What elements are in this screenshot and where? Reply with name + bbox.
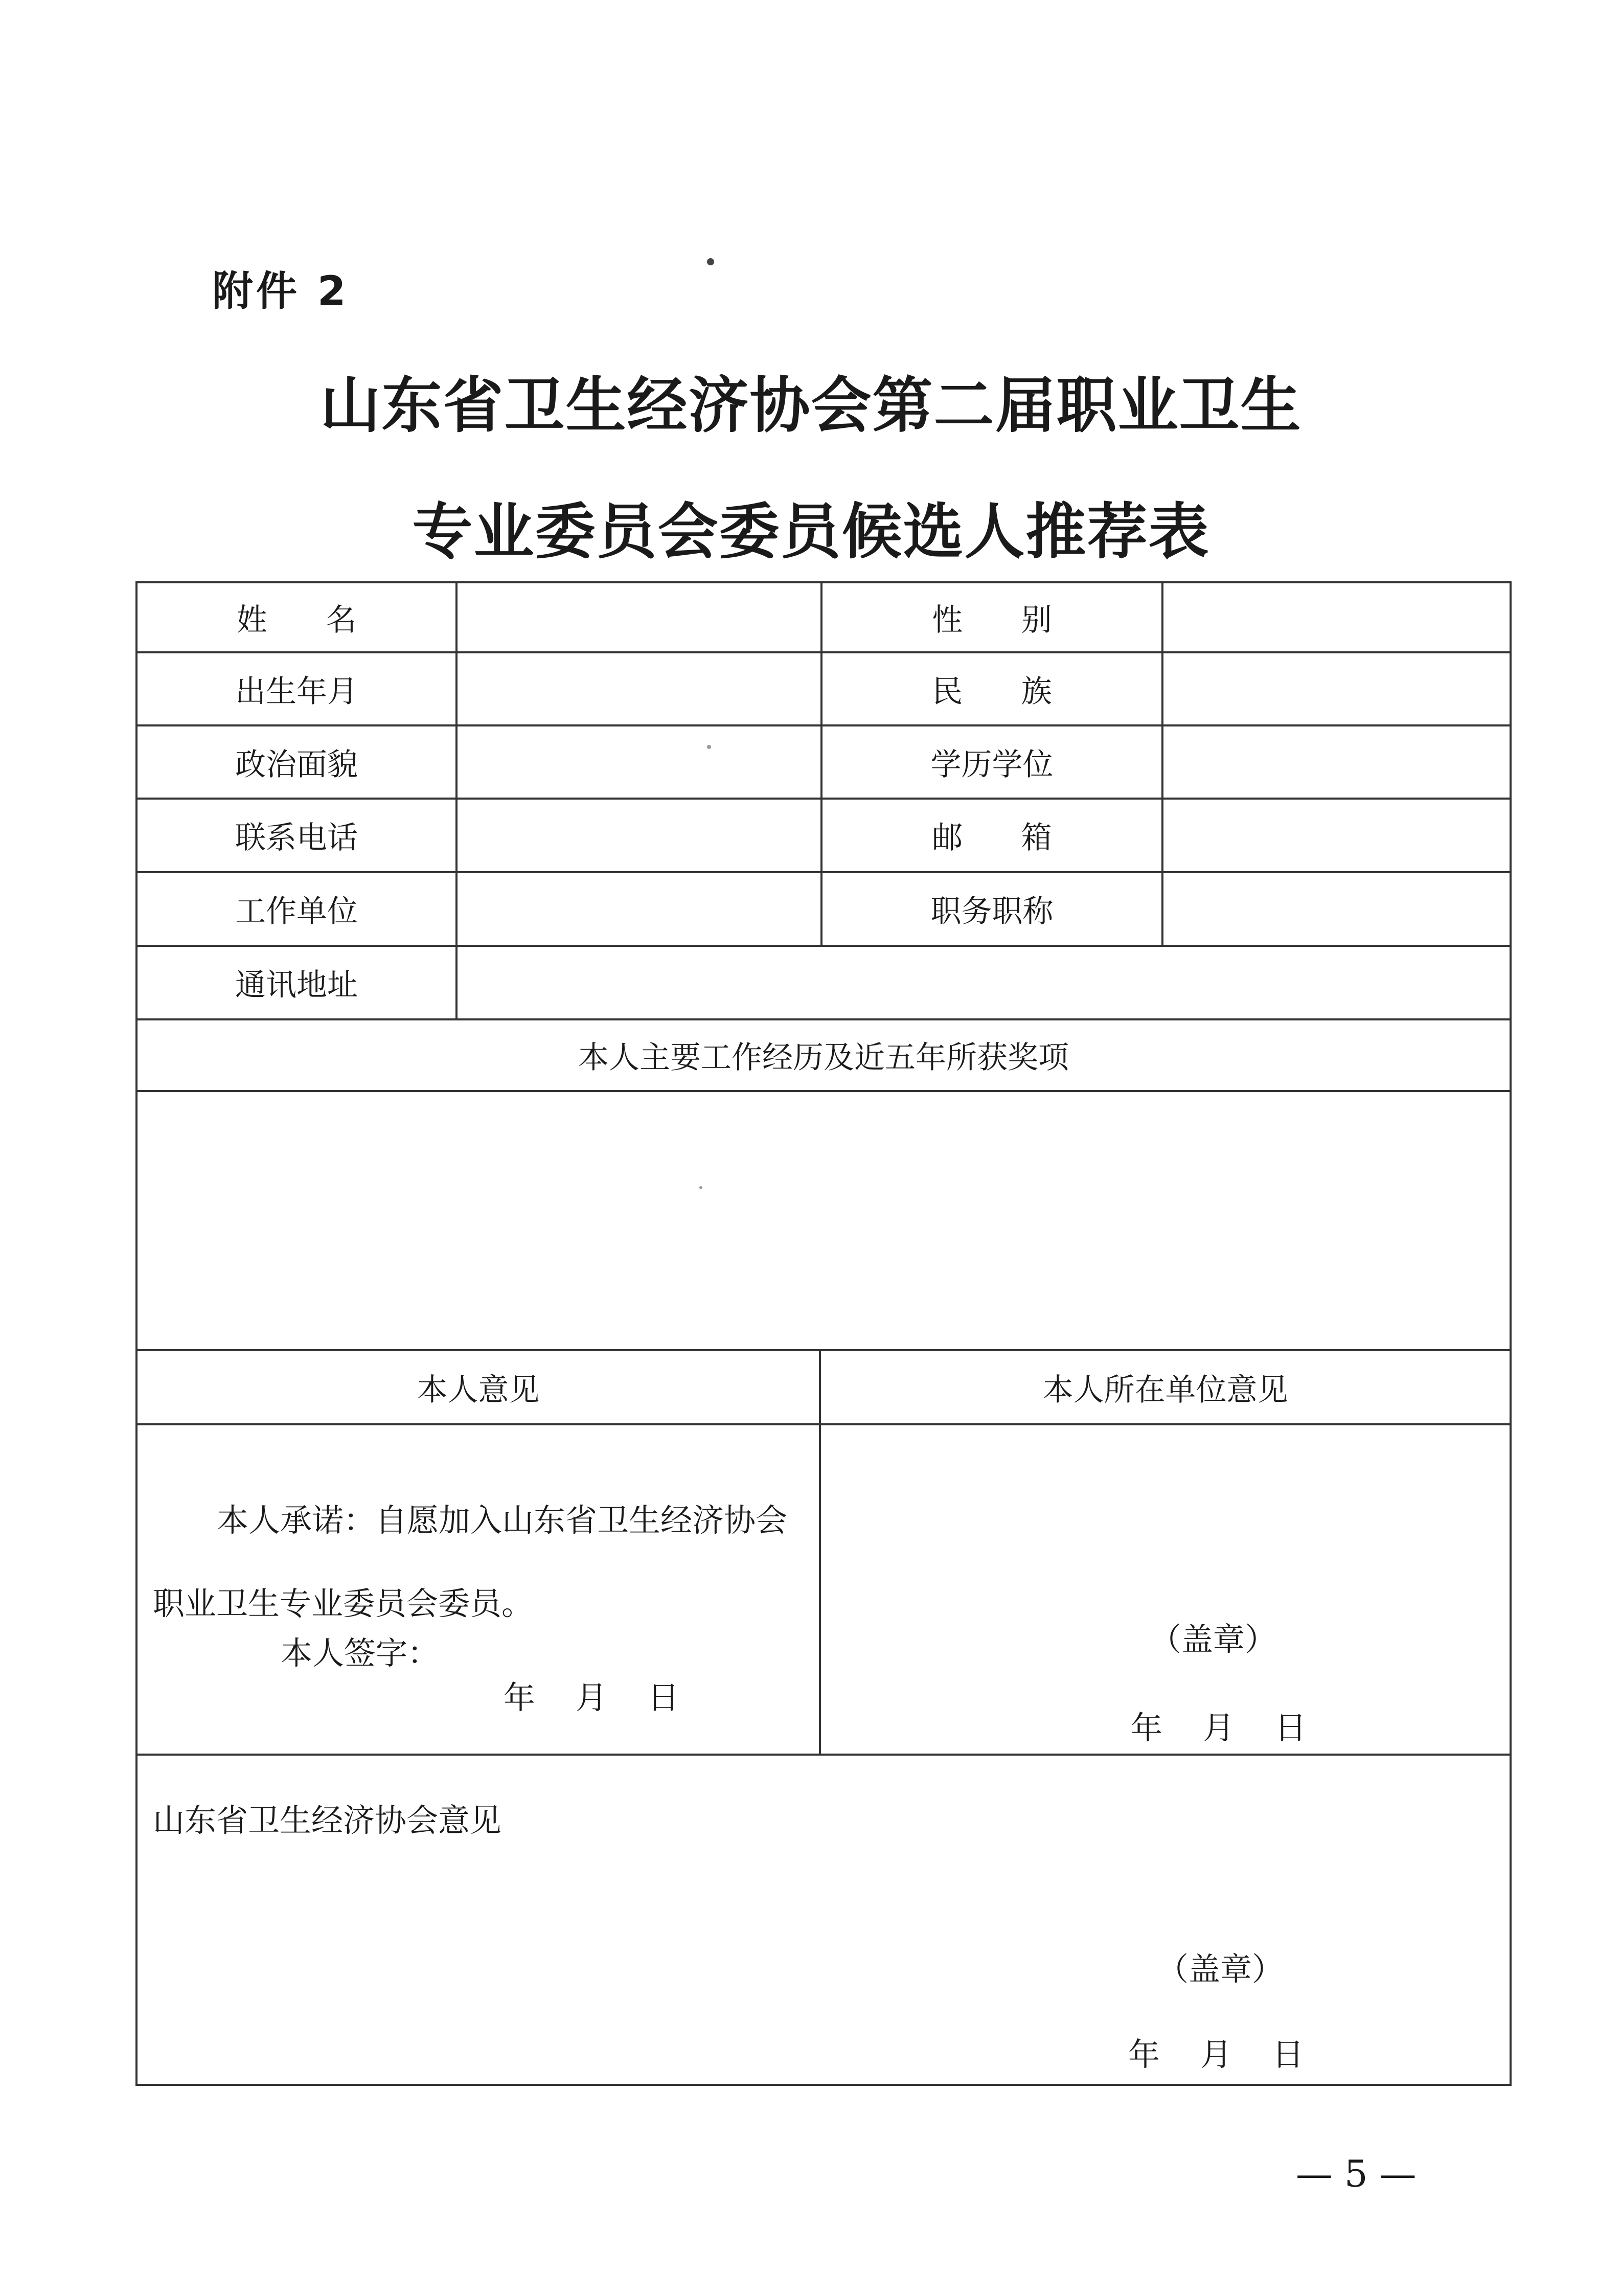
label-political-status: 政治面貌 (235, 746, 358, 783)
input-email[interactable] (1163, 800, 1510, 871)
unit-opinion-header: 本人所在单位意见 (1042, 1372, 1288, 1408)
document-title-line-2: 专业委员会委员候选人推荐表 (412, 496, 1210, 567)
experience-header: 本人主要工作经历及近五年所获奖项 (578, 1040, 1069, 1076)
input-education[interactable] (1163, 726, 1510, 798)
attachment-label: 附件 2 (212, 267, 349, 315)
label-employer: 工作单位 (235, 894, 358, 929)
input-phone[interactable] (458, 800, 820, 871)
input-birth-date[interactable] (458, 653, 820, 724)
label-address: 通讯地址 (235, 967, 358, 1003)
label-birth-date: 出生年月 (235, 673, 358, 710)
unit-opinion-date: 年 月 日 (1131, 1709, 1307, 1746)
signature-label: 本人签字： (281, 1634, 440, 1672)
label-phone: 联系电话 (235, 820, 358, 856)
document-title-line-1: 山东省卫生经济协会第二届职业卫生 (320, 370, 1302, 441)
row-divider (138, 1423, 1510, 1425)
label-name: 姓 名 (236, 602, 357, 638)
personal-opinion-date: 年 月 日 (504, 1679, 679, 1716)
scan-speck (707, 745, 711, 749)
label-ethnicity: 民 族 (932, 673, 1052, 710)
association-seal-label: （盖章） (1157, 1950, 1284, 1988)
page-number: — 5 — (1296, 2152, 1417, 2195)
input-address[interactable] (458, 947, 1510, 1018)
input-ethnicity[interactable] (1163, 653, 1510, 724)
association-opinion-date: 年 月 日 (1128, 2036, 1304, 2073)
row-divider (138, 1754, 1510, 1756)
label-email: 邮 箱 (932, 820, 1052, 856)
experience-input-area[interactable] (138, 1092, 1510, 1349)
label-job-title: 职务职称 (930, 894, 1054, 929)
input-name[interactable] (458, 583, 820, 651)
scan-speck (699, 1186, 702, 1189)
pledge-line-2: 职业卫生专业委员会委员。 (153, 1585, 534, 1622)
input-employer[interactable] (458, 873, 820, 945)
input-political-status[interactable] (458, 726, 820, 798)
association-opinion-label: 山东省卫生经济协会意见 (153, 1802, 502, 1839)
input-gender[interactable] (1163, 583, 1510, 651)
scan-speck (707, 258, 714, 265)
unit-seal-label: （盖章） (1150, 1621, 1277, 1658)
recommendation-form-table (135, 581, 1512, 2086)
input-job-title[interactable] (1163, 873, 1510, 945)
label-gender: 性 别 (932, 602, 1052, 638)
label-education: 学历学位 (930, 746, 1054, 783)
personal-opinion-header: 本人意见 (417, 1372, 540, 1408)
pledge-line-1: 本人承诺：自愿加入山东省卫生经济协会 (217, 1502, 788, 1539)
